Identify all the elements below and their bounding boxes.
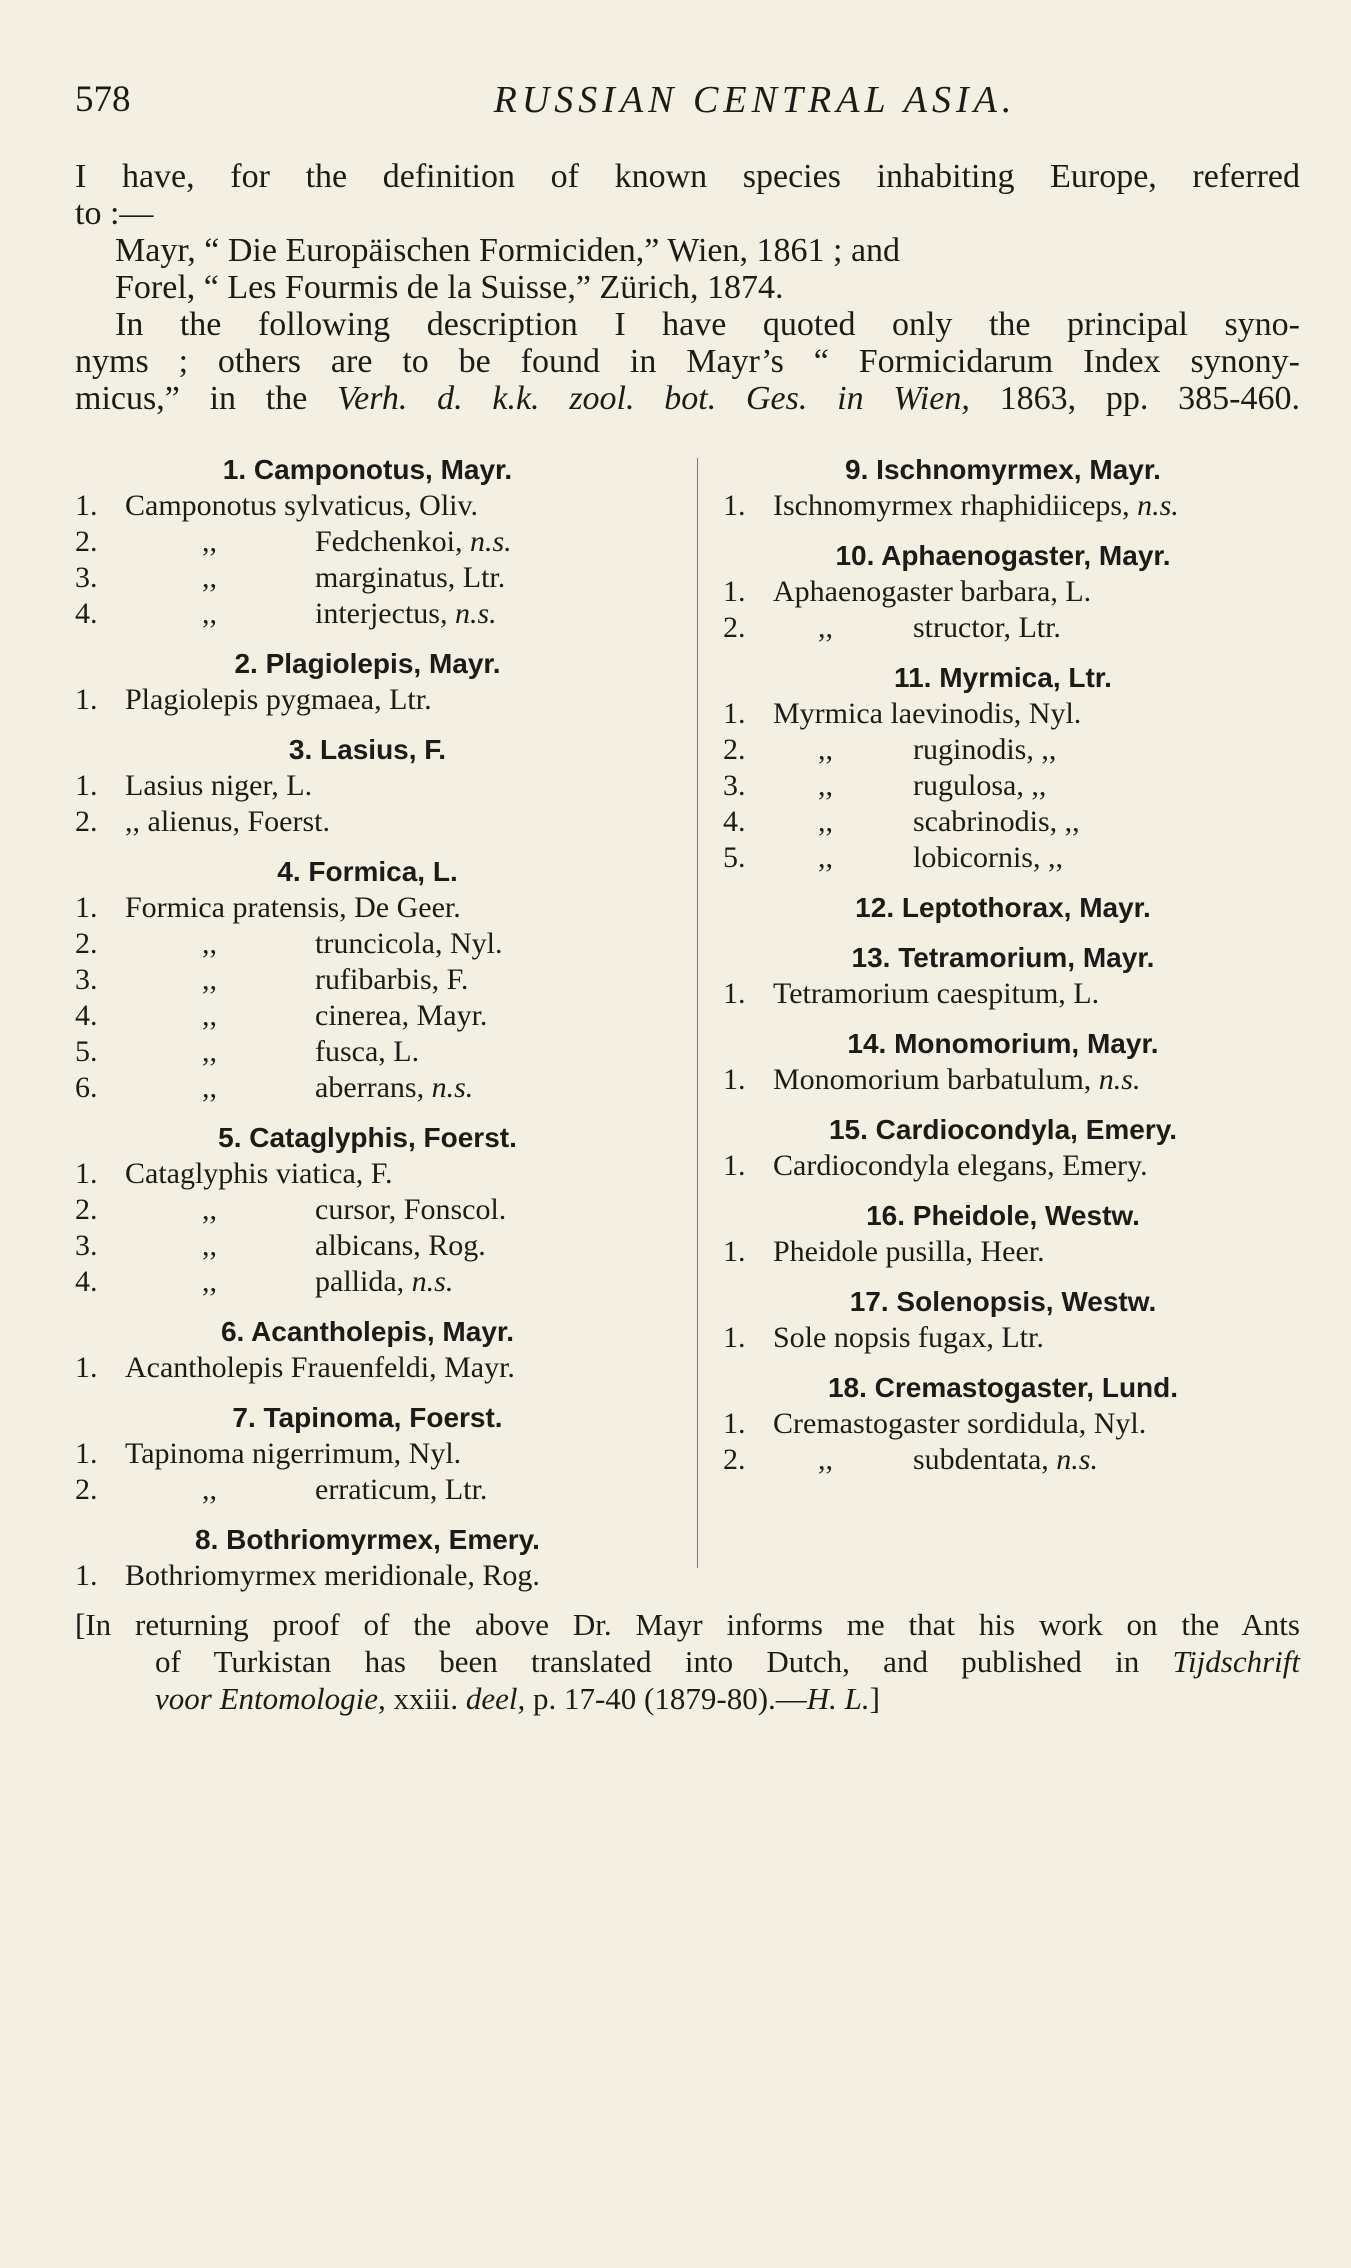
footnote-line xyxy=(75,1643,1300,1680)
footnote-line: [In returning proof of the above Dr. Mayr informs me that his work on the Ants xyxy=(75,1607,1300,1642)
ditto-mark: ,, xyxy=(202,597,217,630)
species-number: 6. xyxy=(75,1071,98,1104)
genus-group xyxy=(723,1370,1283,1478)
species-text: ,, alienus, Foerst. xyxy=(125,805,330,838)
ditto-mark: ,, xyxy=(818,733,833,766)
species-text: albicans, Rog. xyxy=(315,1229,486,1262)
species-number: 1. xyxy=(75,1157,98,1190)
species-name xyxy=(125,1436,461,1472)
species-name xyxy=(125,488,478,524)
species-row xyxy=(723,732,1283,768)
genus-heading: 5. Cataglyphis, Foerst. xyxy=(218,1122,517,1153)
column-divider xyxy=(697,458,698,1568)
species-epithet xyxy=(913,732,1056,768)
intro-line: I have, for the definition of known species inhabiting Europe, referred xyxy=(75,158,1300,195)
species-row xyxy=(723,1062,1283,1098)
journal-title: voor Entomologie, xyxy=(155,1681,386,1716)
species-name xyxy=(773,488,1179,524)
species-row xyxy=(75,488,660,524)
species-row xyxy=(723,696,1283,732)
species-name xyxy=(773,1234,1045,1270)
author-initials: H. L. xyxy=(806,1681,870,1716)
species-row xyxy=(75,524,660,560)
species-text: ruginodis, ,, xyxy=(913,733,1057,766)
journal-title: Verh. d. k.k. zool. bot. Ges. in Wien, xyxy=(337,380,970,417)
genus-group xyxy=(75,1314,660,1386)
reference-forel: Forel, “ Les Fourmis de la Suisse,” Zürich, 1874. xyxy=(115,269,784,306)
species-number: 1. xyxy=(723,1063,746,1096)
species-text: Cardiocondyla elegans, Emery. xyxy=(773,1149,1148,1182)
species-name xyxy=(773,1062,1140,1098)
genus-group xyxy=(75,732,660,840)
species-text: subdentata, xyxy=(913,1443,1057,1476)
genus-group xyxy=(723,1284,1283,1356)
species-text: cinerea, Mayr. xyxy=(315,999,488,1032)
species-row xyxy=(75,1034,660,1070)
species-name xyxy=(773,1148,1148,1184)
species-text: Cataglyphis viatica, F. xyxy=(125,1157,393,1190)
species-number: 3. xyxy=(75,963,98,996)
species-epithet xyxy=(315,1192,506,1228)
intro-line xyxy=(75,380,1300,417)
species-row xyxy=(75,1558,660,1594)
species-row xyxy=(723,768,1283,804)
species-number: 1. xyxy=(75,769,98,802)
species-row xyxy=(75,1472,660,1508)
species-number: 2. xyxy=(723,611,746,644)
page-number: 578 xyxy=(75,79,131,120)
genus-heading: 10. Aphaenogaster, Mayr. xyxy=(835,540,1171,571)
species-number: 4. xyxy=(75,597,98,630)
ditto-mark: ,, xyxy=(202,1071,217,1104)
genus-heading: 18. Cremastogaster, Lund. xyxy=(827,1372,1179,1403)
species-number: 3. xyxy=(75,561,98,594)
genus-heading: 8. Bothriomyrmex, Emery. xyxy=(195,1524,540,1555)
species-name xyxy=(773,574,1091,610)
species-name xyxy=(125,768,312,804)
species-epithet xyxy=(315,1472,487,1508)
species-name xyxy=(773,1406,1146,1442)
ditto-mark: ,, xyxy=(818,769,833,802)
text-span: of Turkistan has been translated into Dutch, and published in xyxy=(155,1644,1173,1679)
new-species-mark: n.s. xyxy=(1056,1443,1098,1476)
new-species-mark: n.s. xyxy=(431,1071,474,1104)
genus-group xyxy=(723,1026,1283,1098)
ditto-mark: ,, xyxy=(202,927,217,960)
species-text: Pheidole pusilla, Heer. xyxy=(773,1235,1045,1268)
species-row xyxy=(75,1156,660,1192)
species-epithet xyxy=(913,610,1061,646)
species-text: Plagiolepis pygmaea, Ltr. xyxy=(125,683,432,716)
genus-group xyxy=(75,646,660,718)
ditto-mark: ,, xyxy=(202,963,217,996)
genus-heading: 15. Cardiocondyla, Emery. xyxy=(828,1114,1178,1145)
species-text: Tapinoma nigerrimum, Nyl. xyxy=(125,1437,462,1470)
species-row xyxy=(75,1350,660,1386)
ditto-mark: ,, xyxy=(202,999,217,1032)
species-number: 3. xyxy=(75,1229,98,1262)
running-title: RUSSIAN CENTRAL ASIA. xyxy=(493,79,1017,121)
species-epithet xyxy=(315,1070,473,1106)
species-number: 1. xyxy=(723,1321,746,1354)
genus-heading: 2. Plagiolepis, Mayr. xyxy=(234,648,501,679)
species-number: 1. xyxy=(723,575,746,608)
species-name xyxy=(125,1558,540,1594)
genus-group xyxy=(75,1522,660,1594)
species-name xyxy=(773,976,1099,1012)
intro-line: In the following description I have quoted only the principal syno- xyxy=(115,306,1300,343)
text-span: deel, xyxy=(465,1681,526,1716)
species-number: 1. xyxy=(723,1149,746,1182)
species-row xyxy=(75,926,660,962)
species-number: 1. xyxy=(723,1407,746,1440)
ditto-mark: ,, xyxy=(202,525,217,558)
genus-group xyxy=(75,1400,660,1508)
species-number: 2. xyxy=(75,927,98,960)
species-row xyxy=(723,610,1283,646)
text-span: p. 17-40 (1879-80).— xyxy=(525,1681,807,1716)
new-species-mark: n.s. xyxy=(1137,489,1179,522)
species-row xyxy=(723,976,1283,1012)
species-row xyxy=(75,560,660,596)
species-row xyxy=(75,804,660,840)
species-epithet xyxy=(315,1228,486,1264)
journal-title: Tijdschrift xyxy=(1172,1644,1300,1679)
species-row xyxy=(75,1264,660,1300)
page-header xyxy=(75,78,1305,128)
genus-group xyxy=(723,538,1283,646)
species-text: Cremastogaster sordidula, Nyl. xyxy=(773,1407,1147,1440)
species-number: 4. xyxy=(723,805,746,838)
species-row xyxy=(723,1406,1283,1442)
new-species-mark: n.s. xyxy=(469,525,512,558)
footnote xyxy=(75,1606,1300,1717)
species-text: Myrmica laevinodis, Nyl. xyxy=(773,697,1082,730)
species-name xyxy=(125,890,461,926)
species-text: Formica pratensis, De Geer. xyxy=(125,891,461,924)
species-row xyxy=(75,768,660,804)
intro-line: to :— xyxy=(75,195,154,232)
species-text: rugulosa, ,, xyxy=(913,769,1047,802)
species-number: 1. xyxy=(723,977,746,1010)
ditto-mark: ,, xyxy=(202,1473,217,1506)
species-epithet xyxy=(315,560,505,596)
species-row xyxy=(75,998,660,1034)
species-text: Monomorium barbatulum, xyxy=(773,1063,1099,1096)
species-text: interjectus, xyxy=(315,597,455,630)
text-span: micus,” in the xyxy=(75,380,338,417)
species-number: 4. xyxy=(75,999,98,1032)
genus-heading: 1. Camponotus, Mayr. xyxy=(222,454,513,485)
species-text: Sole nopsis fugax, Ltr. xyxy=(773,1321,1044,1354)
species-epithet xyxy=(913,804,1080,840)
genus-heading: 17. Solenopsis, Westw. xyxy=(849,1286,1157,1317)
genus-heading: 11. Myrmica, Ltr. xyxy=(894,662,1112,693)
genus-group xyxy=(75,452,660,632)
species-number: 2. xyxy=(75,805,98,838)
species-row xyxy=(75,682,660,718)
species-text: pallida, xyxy=(315,1265,412,1298)
species-name xyxy=(125,1156,393,1192)
species-name xyxy=(125,1350,515,1386)
ditto-mark: ,, xyxy=(202,1035,217,1068)
species-epithet xyxy=(315,596,497,632)
species-number: 2. xyxy=(723,733,746,766)
footnote-line xyxy=(75,1680,1300,1717)
species-number: 5. xyxy=(75,1035,98,1068)
species-epithet xyxy=(913,840,1063,876)
genus-heading: 9. Ischnomyrmex, Mayr. xyxy=(845,454,1161,485)
genus-heading: 7. Tapinoma, Foerst. xyxy=(232,1402,503,1433)
species-row xyxy=(75,1192,660,1228)
ditto-mark: ,, xyxy=(818,841,833,874)
species-list-left xyxy=(75,452,660,1594)
reference-mayr: Mayr, “ Die Europäischen Formiciden,” Wien, 1861 ; and xyxy=(115,232,901,269)
species-epithet xyxy=(913,1442,1098,1478)
intro-line: nyms ; others are to be found in Mayr’s “ Formicidarum Index synony- xyxy=(75,343,1300,380)
species-epithet xyxy=(315,1264,453,1300)
genus-group xyxy=(723,660,1283,876)
species-name xyxy=(125,682,432,718)
species-number: 1. xyxy=(723,697,746,730)
species-row xyxy=(723,574,1283,610)
species-number: 1. xyxy=(75,891,98,924)
species-row xyxy=(723,840,1283,876)
new-species-mark: n.s. xyxy=(1098,1063,1141,1096)
species-row xyxy=(75,890,660,926)
text-span: xxiii. xyxy=(385,1681,466,1716)
species-text: cursor, Fonscol. xyxy=(315,1193,507,1226)
genus-heading: 3. Lasius, F. xyxy=(288,734,447,765)
species-text: Fedchenkoi, xyxy=(315,525,470,558)
genus-group xyxy=(723,1112,1283,1184)
species-text: Ischnomyrmex rhaphidiiceps, xyxy=(773,489,1138,522)
species-text: structor, Ltr. xyxy=(913,611,1061,644)
ditto-mark: ,, xyxy=(202,1265,217,1298)
species-text: Aphaenogaster barbara, L. xyxy=(773,575,1092,608)
species-text: Camponotus sylvaticus, Oliv. xyxy=(125,489,479,522)
genus-heading: 16. Pheidole, Westw. xyxy=(866,1200,1140,1231)
species-row xyxy=(723,488,1283,524)
species-text: fusca, L. xyxy=(315,1035,420,1068)
species-epithet xyxy=(315,524,512,560)
new-species-mark: n.s. xyxy=(454,597,497,630)
species-number: 1. xyxy=(75,683,98,716)
species-row xyxy=(75,596,660,632)
species-row xyxy=(75,1070,660,1106)
species-row xyxy=(75,1228,660,1264)
species-name xyxy=(773,1320,1044,1356)
genus-group xyxy=(75,854,660,1106)
genus-group xyxy=(75,1120,660,1300)
species-number: 1. xyxy=(75,1351,98,1384)
species-text: scabrinodis, ,, xyxy=(913,805,1080,838)
species-text: Lasius niger, L. xyxy=(125,769,313,802)
species-text: marginatus, Ltr. xyxy=(315,561,506,594)
species-text: truncicola, Nyl. xyxy=(315,927,503,960)
species-number: 2. xyxy=(75,1193,98,1226)
genus-group xyxy=(723,940,1283,1012)
species-text: Acantholepis Frauenfeldi, Mayr. xyxy=(125,1351,515,1384)
species-text: rufibarbis, F. xyxy=(315,963,469,996)
species-number: 1. xyxy=(723,1235,746,1268)
species-name xyxy=(773,696,1081,732)
species-epithet xyxy=(913,768,1046,804)
species-row xyxy=(75,962,660,998)
species-text: lobicornis, ,, xyxy=(913,841,1063,874)
genus-heading: 12. Leptothorax, Mayr. xyxy=(855,892,1151,923)
species-number: 3. xyxy=(723,769,746,802)
species-row xyxy=(723,804,1283,840)
species-number: 2. xyxy=(75,1473,98,1506)
species-text: erraticum, Ltr. xyxy=(315,1473,488,1506)
ditto-mark: ,, xyxy=(202,561,217,594)
ditto-mark: ,, xyxy=(818,1443,833,1476)
intro-paragraph xyxy=(75,158,1300,417)
ditto-mark: ,, xyxy=(818,611,833,644)
species-row xyxy=(75,1436,660,1472)
species-text: Tetramorium caespitum, L. xyxy=(773,977,1100,1010)
species-epithet xyxy=(315,962,468,998)
genus-heading: 13. Tetramorium, Mayr. xyxy=(851,942,1155,973)
species-number: 2. xyxy=(75,525,98,558)
genus-heading: 4. Formica, L. xyxy=(277,856,458,887)
species-epithet xyxy=(315,926,502,962)
species-row xyxy=(723,1234,1283,1270)
text-span: 1863, pp. 385-460. xyxy=(969,380,1300,417)
species-name xyxy=(125,804,330,840)
ditto-mark: ,, xyxy=(202,1193,217,1226)
text-span: ] xyxy=(869,1681,880,1716)
species-text: Bothriomyrmex meridionale, Rog. xyxy=(125,1559,540,1592)
species-number: 1. xyxy=(75,1559,98,1592)
genus-group xyxy=(723,452,1283,524)
species-epithet xyxy=(315,1034,419,1070)
species-number: 1. xyxy=(75,489,98,522)
species-number: 4. xyxy=(75,1265,98,1298)
species-number: 1. xyxy=(723,489,746,522)
genus-heading: 6. Acantholepis, Mayr. xyxy=(220,1316,515,1347)
species-row xyxy=(723,1442,1283,1478)
genus-heading: 14. Monomorium, Mayr. xyxy=(847,1028,1159,1059)
species-list-right xyxy=(723,452,1283,1478)
species-text: aberrans, xyxy=(315,1071,432,1104)
species-epithet xyxy=(315,998,487,1034)
ditto-mark: ,, xyxy=(202,1229,217,1262)
new-species-mark: n.s. xyxy=(411,1265,454,1298)
species-number: 5. xyxy=(723,841,746,874)
species-number: 2. xyxy=(723,1443,746,1476)
genus-group xyxy=(723,1198,1283,1270)
species-row xyxy=(723,1320,1283,1356)
species-number: 1. xyxy=(75,1437,98,1470)
species-row xyxy=(723,1148,1283,1184)
ditto-mark: ,, xyxy=(818,805,833,838)
genus-group xyxy=(723,890,1283,926)
